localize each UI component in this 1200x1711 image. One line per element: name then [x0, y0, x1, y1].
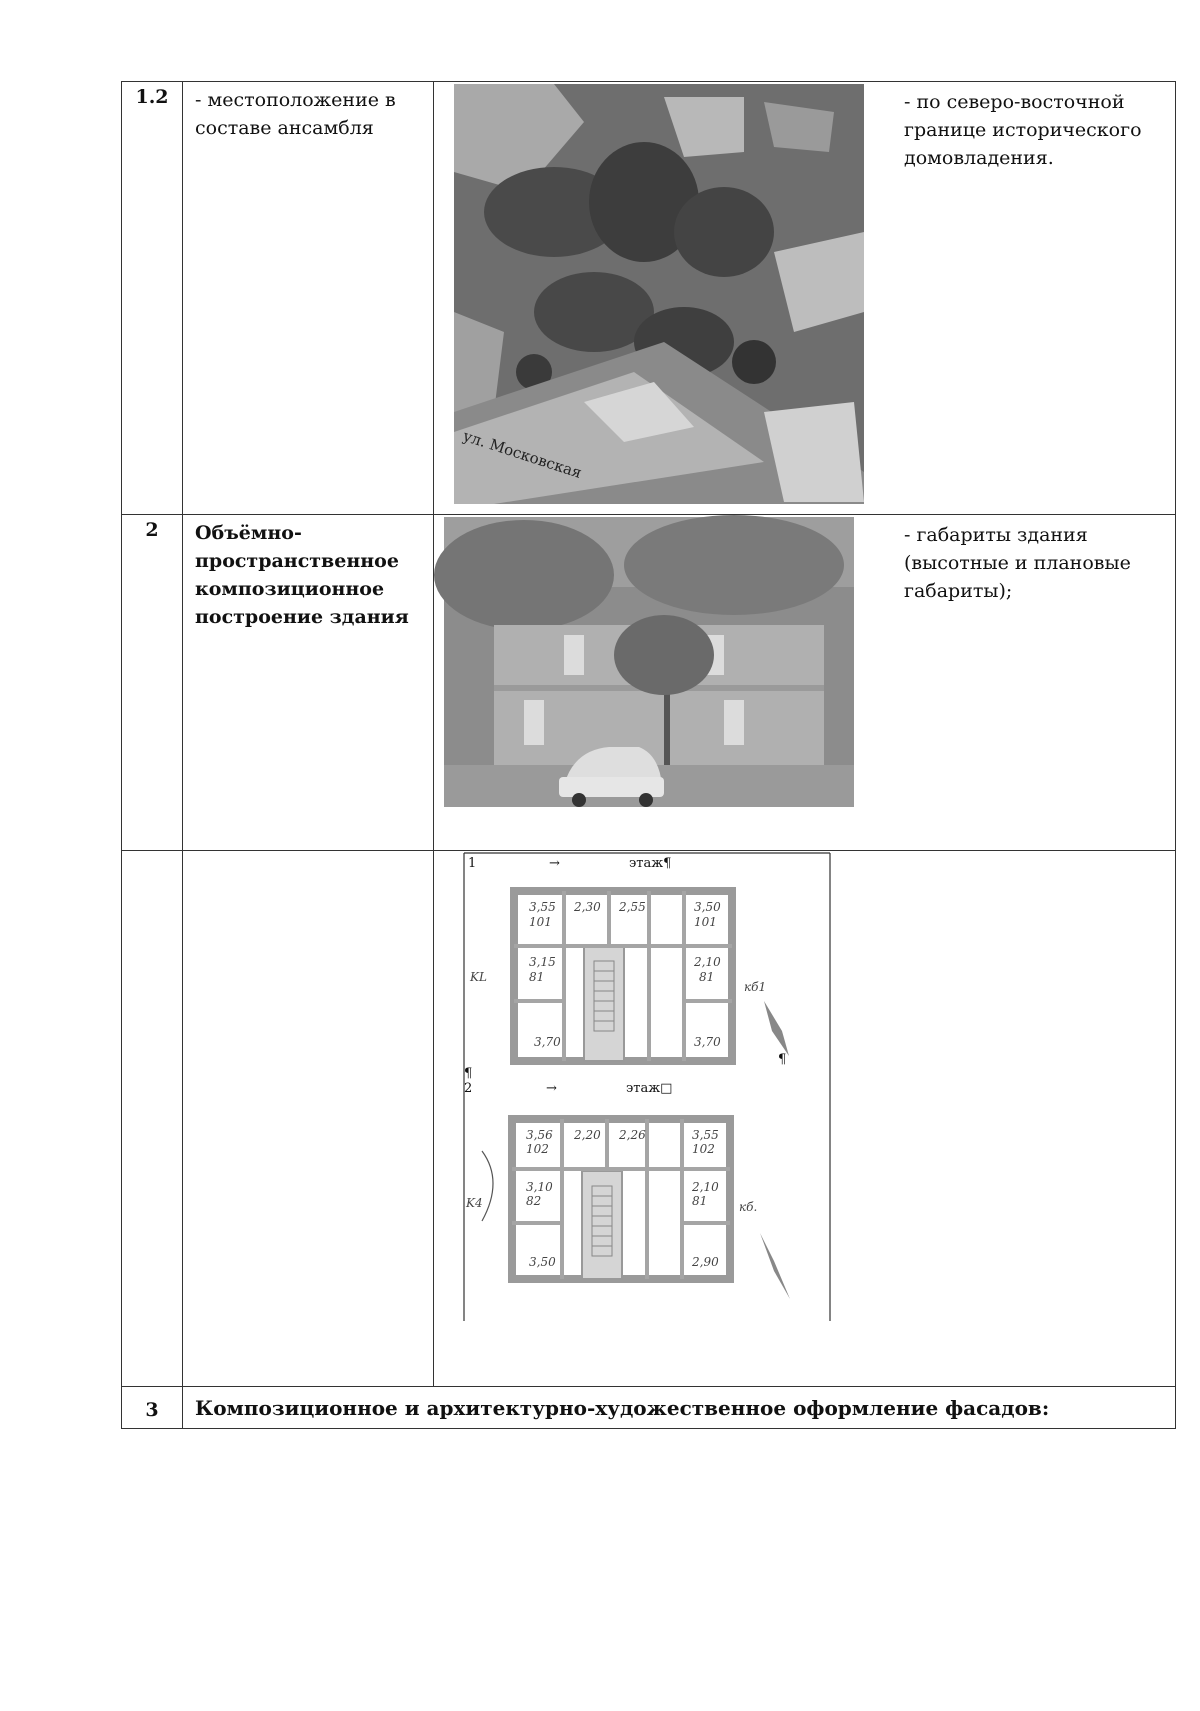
svg-text:2,20: 2,20 [574, 1128, 601, 1142]
svg-text:2,10: 2,10 [692, 1180, 719, 1194]
facade-photo-image [434, 515, 890, 850]
svg-text:3,70: 3,70 [694, 1035, 721, 1049]
svg-text:3,50: 3,50 [694, 900, 721, 914]
svg-text:2,30: 2,30 [574, 900, 601, 914]
table-row [122, 82, 1176, 515]
row-number: 1.2 [122, 82, 183, 515]
row-description: - габариты здания (высотные и плановые габариты); [890, 515, 1176, 851]
svg-text:2,90: 2,90 [692, 1255, 719, 1269]
floor-plans-image [434, 851, 890, 1386]
aerial-map-image [434, 82, 890, 514]
table-row [122, 1387, 1176, 1429]
svg-text:3,50: 3,50 [529, 1255, 556, 1269]
floor2-number: 2 [464, 1081, 473, 1096]
row-number: 2 [122, 515, 183, 851]
monument-table [121, 81, 1176, 1429]
svg-text:101: 101 [529, 915, 552, 929]
section-number: 3 [122, 1387, 183, 1429]
svg-text:102: 102 [526, 1142, 549, 1156]
svg-text:2,26: 2,26 [619, 1128, 646, 1142]
svg-text:81: 81 [692, 1194, 708, 1208]
row-description: - по северо-восточной границе исторического домовладения. [890, 82, 1176, 515]
svg-text:81: 81 [529, 970, 545, 984]
row-number [122, 851, 183, 1387]
pilcrow-mark: ¶ [464, 1066, 473, 1081]
svg-text:102: 102 [692, 1142, 715, 1156]
aerial-map-cell [434, 82, 890, 515]
handwritten-note: K4 [466, 1196, 483, 1210]
svg-text:3,55: 3,55 [692, 1128, 719, 1142]
table-row [122, 851, 1176, 1387]
svg-text:82: 82 [526, 1194, 542, 1208]
handwritten-note: кб. [739, 1200, 758, 1214]
row-label: - местоположение в составе ансамбля [183, 82, 434, 515]
floor1-number: 1 [468, 856, 477, 871]
arrow-right-icon: → [549, 856, 560, 871]
table-row [122, 515, 1176, 851]
svg-text:3,55: 3,55 [529, 900, 556, 914]
floor2-label: этаж□ [626, 1081, 673, 1096]
svg-text:2,55: 2,55 [619, 900, 646, 914]
pilcrow-mark: ¶ [778, 1052, 787, 1067]
svg-text:3,15: 3,15 [529, 955, 556, 969]
floor-plans-cell [434, 851, 890, 1387]
facade-photo-cell [434, 515, 890, 851]
svg-text:3,70: 3,70 [534, 1035, 561, 1049]
handwritten-note: кб1 [744, 980, 767, 994]
arrow-right-icon: → [546, 1081, 557, 1096]
row-label: Объёмно-пространственное композиционное построение здания [183, 515, 434, 851]
svg-text:81: 81 [699, 970, 715, 984]
svg-text:3,10: 3,10 [526, 1180, 553, 1194]
floor1-label: этаж¶ [629, 856, 672, 871]
handwritten-note: KL [470, 970, 487, 984]
svg-text:101: 101 [694, 915, 717, 929]
row-description [890, 851, 1176, 1387]
row-label [183, 851, 434, 1387]
map-street-label: ул. Московская [460, 426, 584, 483]
svg-text:2,10: 2,10 [694, 955, 721, 969]
svg-text:3,56: 3,56 [526, 1128, 553, 1142]
section-title: Композиционное и архитектурно-художественное оформление фасадов: [183, 1387, 1176, 1429]
